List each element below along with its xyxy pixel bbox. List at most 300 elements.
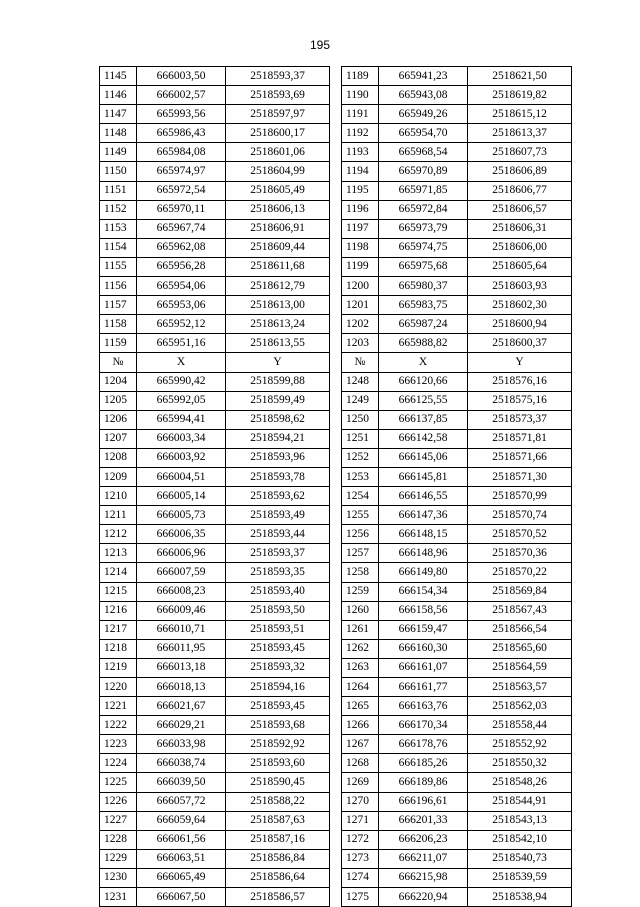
y-coordinate: 2518571,81 (468, 429, 572, 448)
y-coordinate: 2518593,68 (226, 716, 330, 735)
y-coordinate: 2518593,35 (226, 563, 330, 582)
point-number: 1149 (100, 143, 137, 162)
x-coordinate: 666215,98 (379, 868, 468, 887)
x-coordinate: 666003,92 (137, 448, 226, 467)
column-gap (330, 888, 342, 907)
point-number: 1158 (100, 315, 137, 334)
y-coordinate: 2518619,82 (468, 86, 572, 105)
point-number: 1156 (100, 277, 137, 296)
point-number: 1152 (100, 200, 137, 219)
x-coordinate: 666211,07 (379, 849, 468, 868)
table-row (100, 754, 572, 773)
x-coordinate: 666065,49 (137, 868, 226, 887)
column-gap (330, 754, 342, 773)
point-number: 1157 (100, 296, 137, 315)
header-point-number: № (342, 353, 379, 372)
column-gap (330, 678, 342, 697)
x-coordinate: 666007,59 (137, 563, 226, 582)
y-coordinate: 2518538,94 (468, 888, 572, 907)
point-number: 1257 (342, 544, 379, 563)
y-coordinate: 2518567,43 (468, 601, 572, 620)
point-number: 1202 (342, 315, 379, 334)
point-number: 1146 (100, 86, 137, 105)
column-gap (330, 658, 342, 677)
y-coordinate: 2518576,16 (468, 372, 572, 391)
point-number: 1197 (342, 219, 379, 238)
x-coordinate: 665994,41 (137, 410, 226, 429)
y-coordinate: 2518621,50 (468, 67, 572, 86)
point-number: 1148 (100, 124, 137, 143)
y-coordinate: 2518606,89 (468, 162, 572, 181)
x-coordinate: 666185,26 (379, 754, 468, 773)
x-coordinate: 665962,08 (137, 238, 226, 257)
y-coordinate: 2518593,69 (226, 86, 330, 105)
y-coordinate: 2518602,30 (468, 296, 572, 315)
point-number: 1225 (100, 773, 137, 792)
y-coordinate: 2518604,99 (226, 162, 330, 181)
point-number: 1218 (100, 639, 137, 658)
point-number: 1265 (342, 697, 379, 716)
y-coordinate: 2518569,84 (468, 582, 572, 601)
y-coordinate: 2518593,45 (226, 697, 330, 716)
y-coordinate: 2518575,16 (468, 391, 572, 410)
point-number: 1216 (100, 601, 137, 620)
y-coordinate: 2518600,37 (468, 334, 572, 353)
x-coordinate: 666039,50 (137, 773, 226, 792)
column-gap (330, 257, 342, 276)
point-number: 1204 (100, 372, 137, 391)
point-number: 1267 (342, 735, 379, 754)
point-number: 1154 (100, 238, 137, 257)
table-row (100, 124, 572, 143)
table-row (100, 296, 572, 315)
column-gap (330, 544, 342, 563)
x-coordinate: 666010,71 (137, 620, 226, 639)
point-number: 1206 (100, 410, 137, 429)
x-coordinate: 666158,56 (379, 601, 468, 620)
table-row (100, 448, 572, 467)
column-gap (330, 811, 342, 830)
point-number: 1217 (100, 620, 137, 639)
column-gap (330, 219, 342, 238)
column-gap (330, 563, 342, 582)
x-coordinate: 666159,47 (379, 620, 468, 639)
y-coordinate: 2518606,31 (468, 219, 572, 238)
column-gap (330, 448, 342, 467)
x-coordinate: 666148,96 (379, 544, 468, 563)
x-coordinate: 666011,95 (137, 639, 226, 658)
table-row (100, 334, 572, 353)
table-row (100, 67, 572, 86)
table-row (100, 506, 572, 525)
x-coordinate: 666149,80 (379, 563, 468, 582)
point-number: 1192 (342, 124, 379, 143)
x-coordinate: 666146,55 (379, 487, 468, 506)
y-coordinate: 2518607,73 (468, 143, 572, 162)
point-number: 1215 (100, 582, 137, 601)
column-gap (330, 792, 342, 811)
table-row (100, 162, 572, 181)
y-coordinate: 2518594,16 (226, 678, 330, 697)
point-number: 1228 (100, 830, 137, 849)
point-number: 1159 (100, 334, 137, 353)
x-coordinate: 665972,84 (379, 200, 468, 219)
y-coordinate: 2518590,45 (226, 773, 330, 792)
x-coordinate: 665988,82 (379, 334, 468, 353)
y-coordinate: 2518548,26 (468, 773, 572, 792)
x-coordinate: 665986,43 (137, 124, 226, 143)
y-coordinate: 2518542,10 (468, 830, 572, 849)
x-coordinate: 666002,57 (137, 86, 226, 105)
point-number: 1191 (342, 105, 379, 124)
point-number: 1190 (342, 86, 379, 105)
x-coordinate: 665970,89 (379, 162, 468, 181)
x-coordinate: 666206,23 (379, 830, 468, 849)
point-number: 1198 (342, 238, 379, 257)
y-coordinate: 2518593,96 (226, 448, 330, 467)
y-coordinate: 2518612,79 (226, 277, 330, 296)
point-number: 1248 (342, 372, 379, 391)
point-number: 1275 (342, 888, 379, 907)
table-row (100, 849, 572, 868)
point-number: 1153 (100, 219, 137, 238)
y-coordinate: 2518588,22 (226, 792, 330, 811)
table-row (100, 773, 572, 792)
table-row (100, 467, 572, 486)
y-coordinate: 2518606,00 (468, 238, 572, 257)
x-coordinate: 666029,21 (137, 716, 226, 735)
y-coordinate: 2518613,24 (226, 315, 330, 334)
x-coordinate: 666145,81 (379, 467, 468, 486)
x-coordinate: 666142,58 (379, 429, 468, 448)
table-row (100, 257, 572, 276)
point-number: 1219 (100, 658, 137, 677)
column-gap (330, 868, 342, 887)
column-gap (330, 391, 342, 410)
x-coordinate: 666063,51 (137, 849, 226, 868)
x-coordinate: 665956,28 (137, 257, 226, 276)
column-gap (330, 849, 342, 868)
point-number: 1273 (342, 849, 379, 868)
column-gap (330, 582, 342, 601)
column-gap (330, 620, 342, 639)
point-number: 1229 (100, 849, 137, 868)
y-coordinate: 2518593,50 (226, 601, 330, 620)
point-number: 1258 (342, 563, 379, 582)
column-gap (330, 410, 342, 429)
y-coordinate: 2518562,03 (468, 697, 572, 716)
x-coordinate: 666004,51 (137, 467, 226, 486)
x-coordinate: 666021,67 (137, 697, 226, 716)
y-coordinate: 2518540,73 (468, 849, 572, 868)
table-row (100, 811, 572, 830)
y-coordinate: 2518586,57 (226, 888, 330, 907)
point-number: 1263 (342, 658, 379, 677)
y-coordinate: 2518593,40 (226, 582, 330, 601)
y-coordinate: 2518593,62 (226, 487, 330, 506)
column-gap (330, 525, 342, 544)
x-coordinate: 666038,74 (137, 754, 226, 773)
column-gap (330, 315, 342, 334)
point-number: 1155 (100, 257, 137, 276)
column-gap (330, 639, 342, 658)
y-coordinate: 2518552,92 (468, 735, 572, 754)
x-coordinate: 666003,50 (137, 67, 226, 86)
point-number: 1255 (342, 506, 379, 525)
column-gap (330, 467, 342, 486)
table-row (100, 238, 572, 257)
point-number: 1150 (100, 162, 137, 181)
y-coordinate: 2518544,91 (468, 792, 572, 811)
table-row (100, 678, 572, 697)
point-number: 1199 (342, 257, 379, 276)
column-gap (330, 238, 342, 257)
column-gap (330, 105, 342, 124)
x-coordinate: 665974,97 (137, 162, 226, 181)
x-coordinate: 666201,33 (379, 811, 468, 830)
y-coordinate: 2518599,88 (226, 372, 330, 391)
y-coordinate: 2518570,36 (468, 544, 572, 563)
point-number: 1209 (100, 467, 137, 486)
x-coordinate: 665984,08 (137, 143, 226, 162)
y-coordinate: 2518593,78 (226, 467, 330, 486)
y-coordinate: 2518598,62 (226, 410, 330, 429)
x-coordinate: 665993,56 (137, 105, 226, 124)
table-row (100, 582, 572, 601)
point-number: 1211 (100, 506, 137, 525)
y-coordinate: 2518593,32 (226, 658, 330, 677)
point-number: 1147 (100, 105, 137, 124)
point-number: 1264 (342, 678, 379, 697)
x-coordinate: 666196,61 (379, 792, 468, 811)
y-coordinate: 2518543,13 (468, 811, 572, 830)
point-number: 1254 (342, 487, 379, 506)
x-coordinate: 666170,34 (379, 716, 468, 735)
point-number: 1222 (100, 716, 137, 735)
y-coordinate: 2518599,49 (226, 391, 330, 410)
y-coordinate: 2518606,57 (468, 200, 572, 219)
table-row (100, 601, 572, 620)
table-row (100, 410, 572, 429)
page-number: 195 (309, 38, 331, 52)
x-coordinate: 666220,94 (379, 888, 468, 907)
x-coordinate: 665971,85 (379, 181, 468, 200)
x-coordinate: 666008,23 (137, 582, 226, 601)
x-coordinate: 666057,72 (137, 792, 226, 811)
y-coordinate: 2518570,52 (468, 525, 572, 544)
y-coordinate: 2518593,60 (226, 754, 330, 773)
point-number: 1203 (342, 334, 379, 353)
x-coordinate: 665949,26 (379, 105, 468, 124)
x-coordinate: 665967,74 (137, 219, 226, 238)
x-coordinate: 666006,96 (137, 544, 226, 563)
y-coordinate: 2518593,44 (226, 525, 330, 544)
table-row (100, 429, 572, 448)
point-number: 1270 (342, 792, 379, 811)
table-row (100, 200, 572, 219)
x-coordinate: 666013,18 (137, 658, 226, 677)
point-number: 1231 (100, 888, 137, 907)
point-number: 1249 (342, 391, 379, 410)
point-number: 1272 (342, 830, 379, 849)
point-number: 1205 (100, 391, 137, 410)
y-coordinate: 2518605,49 (226, 181, 330, 200)
x-coordinate: 666061,56 (137, 830, 226, 849)
point-number: 1226 (100, 792, 137, 811)
y-coordinate: 2518539,59 (468, 868, 572, 887)
x-coordinate: 665975,68 (379, 257, 468, 276)
column-gap (330, 716, 342, 735)
x-coordinate: 665974,75 (379, 238, 468, 257)
column-gap (330, 773, 342, 792)
x-coordinate: 665941,23 (379, 67, 468, 86)
y-coordinate: 2518566,54 (468, 620, 572, 639)
column-gap (330, 372, 342, 391)
x-coordinate: 666120,66 (379, 372, 468, 391)
column-gap (330, 124, 342, 143)
table-row (100, 716, 572, 735)
column-gap (330, 277, 342, 296)
point-number: 1200 (342, 277, 379, 296)
x-coordinate: 666148,15 (379, 525, 468, 544)
point-number: 1271 (342, 811, 379, 830)
column-gap (330, 487, 342, 506)
y-coordinate: 2518558,44 (468, 716, 572, 735)
header-y-coordinate: Y (468, 353, 572, 372)
column-gap (330, 830, 342, 849)
table-row (100, 563, 572, 582)
x-coordinate: 666178,76 (379, 735, 468, 754)
y-coordinate: 2518613,55 (226, 334, 330, 353)
point-number: 1227 (100, 811, 137, 830)
y-coordinate: 2518601,06 (226, 143, 330, 162)
x-coordinate: 666137,85 (379, 410, 468, 429)
y-coordinate: 2518593,37 (226, 67, 330, 86)
point-number: 1224 (100, 754, 137, 773)
x-coordinate: 665951,16 (137, 334, 226, 353)
y-coordinate: 2518597,97 (226, 105, 330, 124)
column-gap (330, 200, 342, 219)
point-number: 1230 (100, 868, 137, 887)
column-gap (330, 735, 342, 754)
column-gap (330, 429, 342, 448)
x-coordinate: 666009,46 (137, 601, 226, 620)
y-coordinate: 2518593,45 (226, 639, 330, 658)
point-number: 1193 (342, 143, 379, 162)
x-coordinate: 666161,07 (379, 658, 468, 677)
y-coordinate: 2518586,84 (226, 849, 330, 868)
y-coordinate: 2518606,91 (226, 219, 330, 238)
y-coordinate: 2518606,13 (226, 200, 330, 219)
point-number: 1261 (342, 620, 379, 639)
x-coordinate: 665954,06 (137, 277, 226, 296)
y-coordinate: 2518613,37 (468, 124, 572, 143)
point-number: 1212 (100, 525, 137, 544)
coordinates-table (99, 66, 572, 907)
y-coordinate: 2518605,64 (468, 257, 572, 276)
table-row (100, 868, 572, 887)
point-number: 1151 (100, 181, 137, 200)
x-coordinate: 665972,54 (137, 181, 226, 200)
column-gap (330, 67, 342, 86)
y-coordinate: 2518615,12 (468, 105, 572, 124)
header-y-coordinate: Y (226, 353, 330, 372)
y-coordinate: 2518611,68 (226, 257, 330, 276)
point-number: 1260 (342, 601, 379, 620)
x-coordinate: 666005,14 (137, 487, 226, 506)
column-gap (330, 181, 342, 200)
y-coordinate: 2518603,93 (468, 277, 572, 296)
point-number: 1269 (342, 773, 379, 792)
y-coordinate: 2518587,63 (226, 811, 330, 830)
point-number: 1262 (342, 639, 379, 658)
column-gap (330, 334, 342, 353)
y-coordinate: 2518570,99 (468, 487, 572, 506)
table-row (100, 697, 572, 716)
x-coordinate: 666125,55 (379, 391, 468, 410)
column-gap (330, 86, 342, 105)
table-row (100, 888, 572, 907)
table-row (100, 620, 572, 639)
table-row (100, 219, 572, 238)
column-gap (330, 601, 342, 620)
table-row (100, 735, 572, 754)
table-row (100, 143, 572, 162)
x-coordinate: 665953,06 (137, 296, 226, 315)
x-coordinate: 666067,50 (137, 888, 226, 907)
header-x-coordinate: X (379, 353, 468, 372)
table-row (100, 372, 572, 391)
y-coordinate: 2518600,94 (468, 315, 572, 334)
y-coordinate: 2518593,49 (226, 506, 330, 525)
y-coordinate: 2518600,17 (226, 124, 330, 143)
table-row (100, 315, 572, 334)
column-gap (330, 143, 342, 162)
x-coordinate: 665954,70 (379, 124, 468, 143)
table-row (100, 792, 572, 811)
x-coordinate: 666059,64 (137, 811, 226, 830)
table-row (100, 181, 572, 200)
point-number: 1194 (342, 162, 379, 181)
point-number: 1274 (342, 868, 379, 887)
point-number: 1266 (342, 716, 379, 735)
point-number: 1259 (342, 582, 379, 601)
header-point-number: № (100, 353, 137, 372)
y-coordinate: 2518593,37 (226, 544, 330, 563)
point-number: 1196 (342, 200, 379, 219)
x-coordinate: 665968,54 (379, 143, 468, 162)
table-row (100, 525, 572, 544)
y-coordinate: 2518550,32 (468, 754, 572, 773)
point-number: 1213 (100, 544, 137, 563)
y-coordinate: 2518565,60 (468, 639, 572, 658)
column-gap (330, 353, 342, 372)
point-number: 1208 (100, 448, 137, 467)
x-coordinate: 666005,73 (137, 506, 226, 525)
point-number: 1210 (100, 487, 137, 506)
y-coordinate: 2518571,30 (468, 467, 572, 486)
y-coordinate: 2518609,44 (226, 238, 330, 257)
x-coordinate: 666163,76 (379, 697, 468, 716)
table-row (100, 639, 572, 658)
x-coordinate: 666006,35 (137, 525, 226, 544)
point-number: 1253 (342, 467, 379, 486)
x-coordinate: 665952,12 (137, 315, 226, 334)
coordinates-table-body (100, 67, 572, 907)
x-coordinate: 666154,34 (379, 582, 468, 601)
point-number: 1221 (100, 697, 137, 716)
y-coordinate: 2518563,57 (468, 678, 572, 697)
